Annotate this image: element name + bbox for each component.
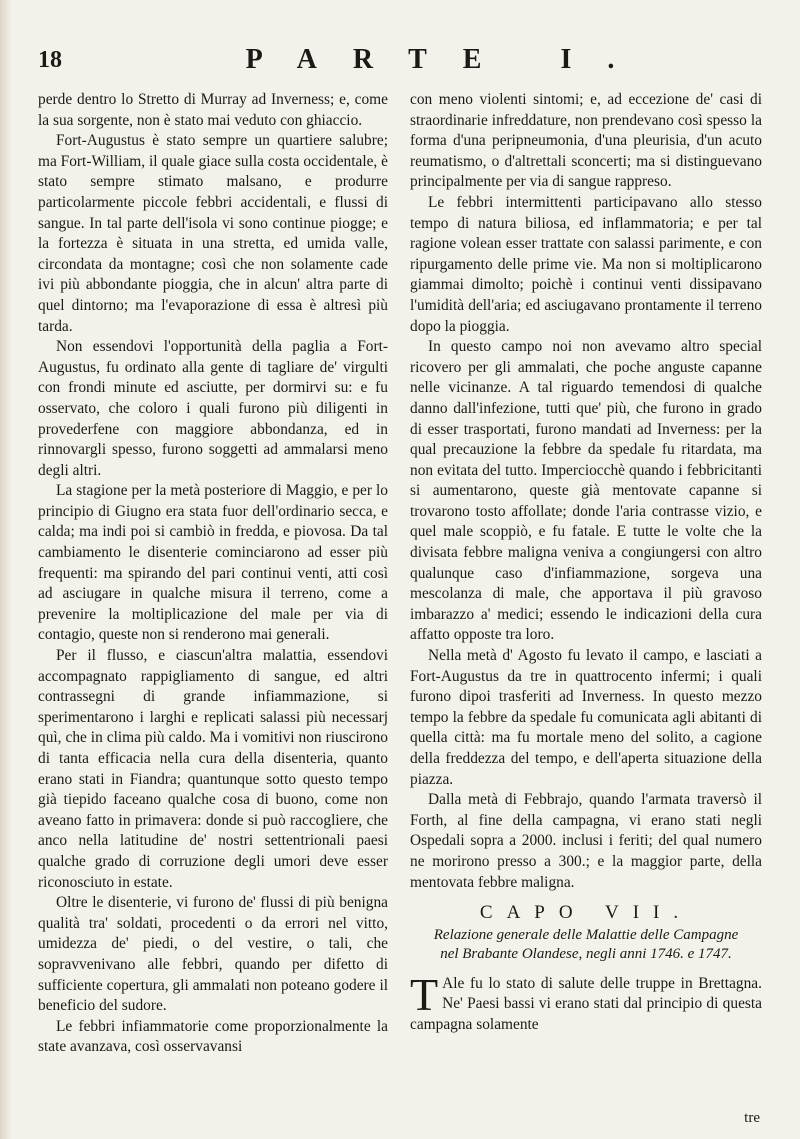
paragraph: In questo campo noi non avevamo altro special ricovero per gli ammalati, che poche anguste capanne nelle vicinanze. A tal riguardo temendosi di qualche danno dall'infezione, tutti que' più, che furono in grado di esser trasportati, furono mandati ad Inverness: per la qual precauzione la febbre da spedale fu ritardata, ma non evitata del tutto. Imperciocchè quando i febbricitanti si aumentarono, queste già mentovate capanne si trovarono tosto affollate; donde l'aria contrasse vizio, e quel male scoppiò, e fu fatale. E tutte le volte che la divisata febbre maligna veniva a congiungersi con altro qualunque caso d'infiammazione, sorgeva una mescolanza di male, che apportava il più gravoso imbarazzo a' medici; essendo le indicazioni della cura affatto opposte tra loro. (410, 338, 762, 644)
paragraph: Dalla metà di Febbrajo, quando l'armata traversò il Forth, al fine della campagna, vi erano stati negli Ospedali sopra a 2000. inclusi i feriti; del qual numero ne morirono presso a 300.; e la maggior parte, della mentovata febbre maligna. (410, 791, 762, 891)
drop-cap: T (410, 968, 439, 1020)
chapter-subtitle: Relazione generale delle Malattie delle Campagne nel Brabante Olandese, negli anni 1746. e 1747. (433, 926, 739, 962)
page-number: 18 (38, 46, 62, 73)
paragraph: Le febbri infiammatorie come proporzionalmente la state avanzava, così osservavansi (38, 1017, 388, 1056)
right-column (410, 90, 762, 1036)
paragraph: perde dentro lo Stretto di Murray ad Inverness; e, come la sua sorgente, non è stato mai veduto con ghiaccio. (38, 91, 388, 129)
catchword: tre (744, 1110, 760, 1126)
paragraph: Le febbri intermittenti participavano allo stesso tempo di natura biliosa, ed inflammatoria; e per tal ragione volean esser trattate con salassi parimente, e con ripurgamento delle prime vie. Ma non si moltiplicarono giammai dimolto; poichè i continui venti dissipavano l'umidità dell'aria; ed asciugavano prontamente il terreno dopo la pioggia. (410, 193, 762, 335)
page-header (38, 40, 778, 80)
running-head: PARTE I. (245, 44, 651, 75)
chapter-title: CAPO VII. (479, 902, 693, 924)
paragraph: Per il flusso, e ciascun'altra malattia, essendovi accompagnato rappigliamento di sangue, ed altri contrassegni di grande infiammazione, si sperimentarono i larghi e replicati salassi più necessarj quì, che in clima più caldo. Ma i vomitivi non riuscirono di tanta efficacia nella cura della disenteria, quanto erano stati in Fiandra; quantunque sotto questo tempo già tiepido faceano qualche cosa di buono, come non aveano fatto in primavera: donde si può raccogliere, che anco nella latitudine de' nostri settentrionali paesi qualche grado di corruzione degli umori deve esser riconosciuto in estate. (38, 647, 388, 891)
paragraph: con meno violenti sintomi; e, ad eccezione de' casi di straordinarie infreddature, non prendevano così spesso la forma d'una peripneumonia, d'una pleurisia, d'un acuto reumatismo, o d'altrettali sconcerti; ma si distinguevano principalmente per via di sangue rappreso. (410, 91, 762, 191)
page-gutter-shadow (0, 0, 12, 1139)
paragraph-text: Ale fu lo stato di salute delle truppe in Brettagna. Ne' Paesi bassi vi erano stati dal principio di questa campagna solamente (410, 974, 762, 1033)
paragraph: Fort-Augustus è stato sempre un quartiere salubre; ma Fort-William, il quale giace sulla costa occidentale, è stato sempre stimato malsano, e produrre particolarmente piccole febbri accidentali, e flussi di sangue. In tal parte dell'isola vi sono continue piogge; e la fortezza è situata in una stretta, ed umida valle, circondata da montagne; così che non solamente cade ivi più abbondante pioggia, che in alcun' altra parte di quel dintorno; ma l'evaporazione di essa è altresì più tarda. (38, 132, 388, 335)
paragraph: Oltre le disenterie, vi furono de' flussi di più benigna qualità tra' soldati, procedenti o da errori nel vitto, umidezza de' piedi, o del vestire, o tali, che sopravvenivano alle febbri, quando per difetto di sufficiente copertura, gli ammalati non poteano godere il beneficio del sudore. (38, 894, 388, 1015)
paragraph: Non essendovi l'opportunità della paglia a Fort-Augustus, fu ordinato alla gente di tagliare de' virgulti con frondi minute ed asciutte, per dormirvi su: e fu osservato, che coloro i quali furono più diligenti in provederfene con maggiore abbondanza, ed in rinnovargli spesso, furono soggetti ad ammalarsi meno degli altri. (38, 338, 388, 479)
paragraph: La stagione per la metà posteriore di Maggio, e per lo principio di Giugno era stata fuor dell'ordinario secca, e calda; ma indi poi si cambiò in fredda, e piovosa. Da tal cambiamento le disenterie cominciarono ad esser più frequenti: ma spirando del pari continui venti, atti così ad asciugare in qualche misura il terreno, come a prevenire la moltiplicazione del male per via di contagio, queste non si renderono mai generali. (38, 482, 388, 644)
chapter-opening-paragraph (410, 968, 762, 1036)
paragraph: Nella metà d' Agosto fu levato il campo, e lasciati a Fort-Augustus da tre in quattrocento infermi; i quali furono dipoi trasferiti ad Inverness. In questo mezzo tempo la febbre da spedale fu comunicata agli abitanti di quella città: ma fu mortale meno del solito, a cagione della freddezza del tempo, e dell'aperta situazione della piazza. (410, 647, 762, 788)
left-column (38, 90, 388, 1058)
